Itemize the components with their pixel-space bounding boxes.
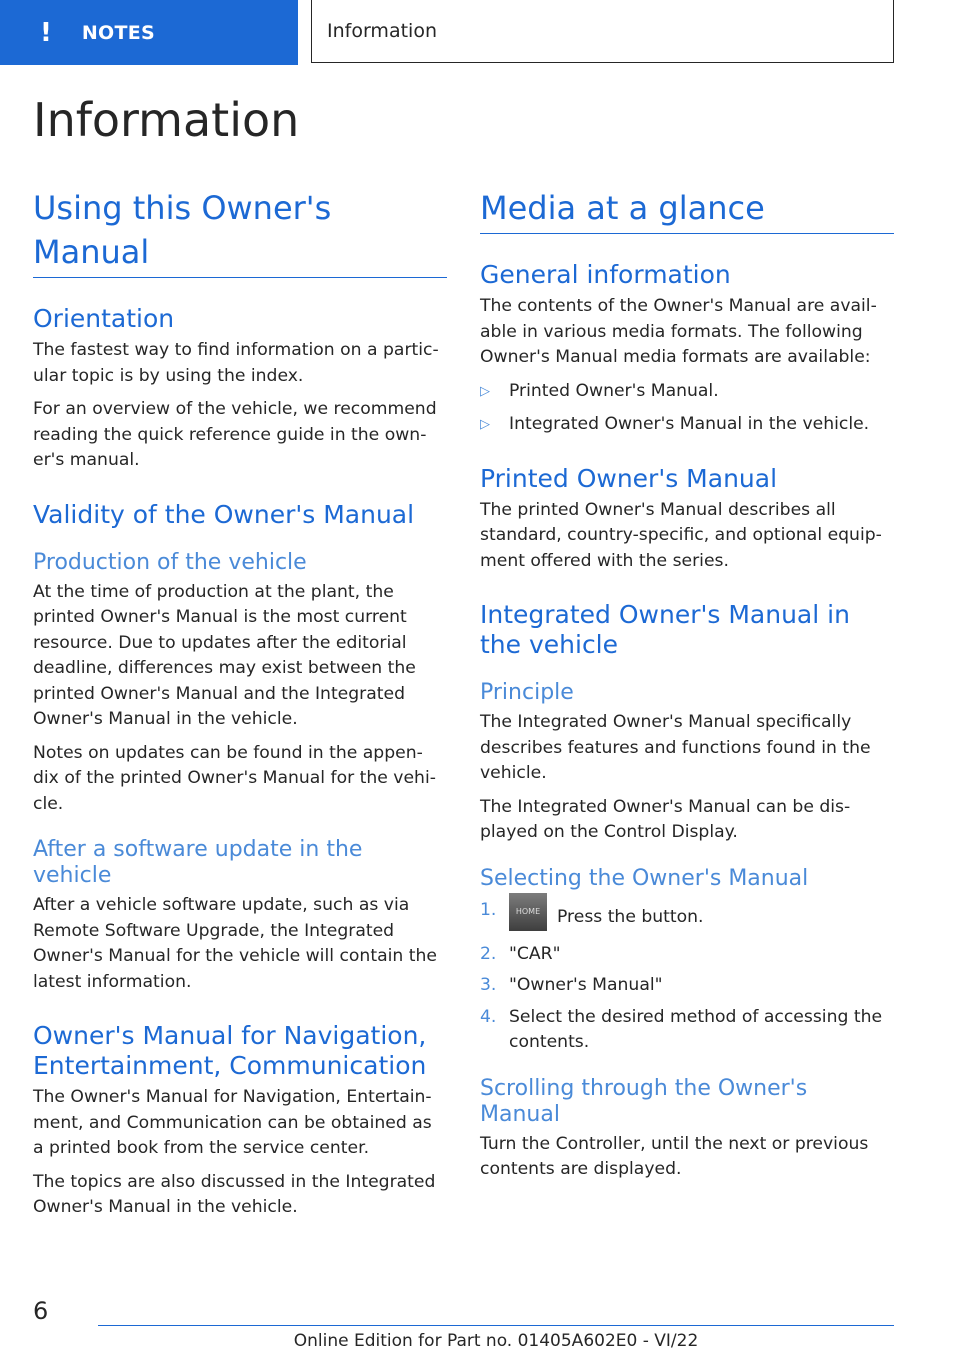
- heading-media-at-a-glance: Media at a glance: [480, 186, 894, 234]
- left-column: [33, 186, 447, 1229]
- header-section-label: Information: [327, 20, 437, 42]
- step-number: 3.: [480, 975, 497, 995]
- step-item: [480, 898, 894, 936]
- step-text: Select the desired method of accessing the contents.: [509, 1006, 883, 1052]
- paragraph-software-update: After a vehicle software update, such as via Remote Software Upgrade, the Integrated Owner's Manual for the vehicle will contain the latest information.: [33, 895, 437, 992]
- heading-navigation-manual: Owner's Manual for Navigation, Entertainment, Communication: [33, 1021, 427, 1080]
- page-number: 6: [33, 1297, 49, 1325]
- selection-steps: [480, 898, 894, 1056]
- paragraph-production-1: At the time of production at the plant, the printed Owner's Manual is the most current resource. Due to updates after the editorial deadline, differences may exist between the printed Owner's Manual and the Integrated Owner's Manual in the vehicle.: [33, 581, 416, 729]
- header-section-box: [311, 0, 894, 63]
- step-text: Press the button.: [557, 906, 704, 927]
- paragraph-orientation-1: The fastest way to find information on a partic‐ular topic is by using the index.: [33, 340, 439, 386]
- heading-general-information: General information: [480, 260, 731, 289]
- paragraph-scrolling: Turn the Controller, until the next or previous contents are displayed.: [480, 1133, 869, 1179]
- paragraph-orientation-2: For an overview of the vehicle, we recommend reading the quick reference guide in the own‐er's manual.: [33, 399, 437, 470]
- paragraph-production-2: Notes on updates can be found in the appen‐dix of the printed Owner's Manual for the vehi‐cle.: [33, 742, 436, 814]
- heading-software-update: After a software update in the vehicle: [33, 837, 363, 888]
- heading-using-owners-manual: Using this Owner's Manual: [33, 186, 447, 278]
- paragraph-principle-2: The Integrated Owner's Manual can be dis‐played on the Control Display.: [480, 796, 851, 842]
- list-item-text: Printed Owner's Manual.: [509, 380, 719, 401]
- heading-principle: Principle: [480, 680, 574, 705]
- home-button-icon: HOME: [509, 893, 547, 931]
- step-item: [480, 973, 894, 999]
- paragraph-principle-1: The Integrated Owner's Manual specifically describes features and functions found in the vehicle.: [480, 712, 871, 783]
- list-item: [480, 379, 894, 405]
- step-item: [480, 1005, 894, 1056]
- exclamation-icon: !: [40, 17, 52, 48]
- triangle-bullet-icon: ▷: [480, 417, 490, 432]
- right-column: [480, 186, 894, 1191]
- paragraph-navigation-1: The Owner's Manual for Navigation, Entertain‐ment, and Communication can be obtained as a printed book from the service center.: [33, 1087, 432, 1158]
- heading-integrated-manual: Integrated Owner's Manual in the vehicle: [480, 600, 850, 659]
- paragraph-printed: The printed Owner's Manual describes all standard, country-specific, and optional equip‐ment offered with the series.: [480, 499, 882, 571]
- heading-validity: Validity of the Owner's Manual: [33, 499, 415, 529]
- step-text: "Owner's Manual": [509, 975, 663, 995]
- footer-edition: Online Edition for Part no. 01405A602E0 - VI/22: [293, 1331, 699, 1351]
- heading-selecting-manual: Selecting the Owner's Manual: [480, 865, 809, 891]
- triangle-bullet-icon: ▷: [480, 383, 490, 399]
- media-format-list: [480, 379, 894, 438]
- heading-production: Production of the vehicle: [33, 549, 307, 575]
- step-number: 4.: [480, 1006, 497, 1027]
- list-item-text: Integrated Owner's Manual in the vehicle.: [509, 414, 870, 434]
- heading-printed-manual: Printed Owner's Manual: [480, 463, 778, 493]
- step-number: 1.: [480, 899, 497, 920]
- paragraph-general: The contents of the Owner's Manual are avail‐able in various media formats. The following Owner's Manual media formats are available:: [480, 296, 877, 367]
- paragraph-navigation-2: The topics are also discussed in the Integrated Owner's Manual in the vehicle.: [33, 1171, 436, 1217]
- list-item: [480, 412, 894, 438]
- step-text: "CAR": [509, 943, 561, 964]
- heading-orientation: Orientation: [33, 304, 175, 333]
- heading-scrolling: Scrolling through the Owner's Manual: [480, 1075, 808, 1127]
- header-notes-label: NOTES: [81, 21, 156, 44]
- page-title: Information: [33, 93, 300, 147]
- step-item: [480, 942, 894, 968]
- header-notes-tab: [0, 0, 298, 65]
- step-number: 2.: [480, 943, 497, 964]
- step-text-wrap: [509, 898, 704, 936]
